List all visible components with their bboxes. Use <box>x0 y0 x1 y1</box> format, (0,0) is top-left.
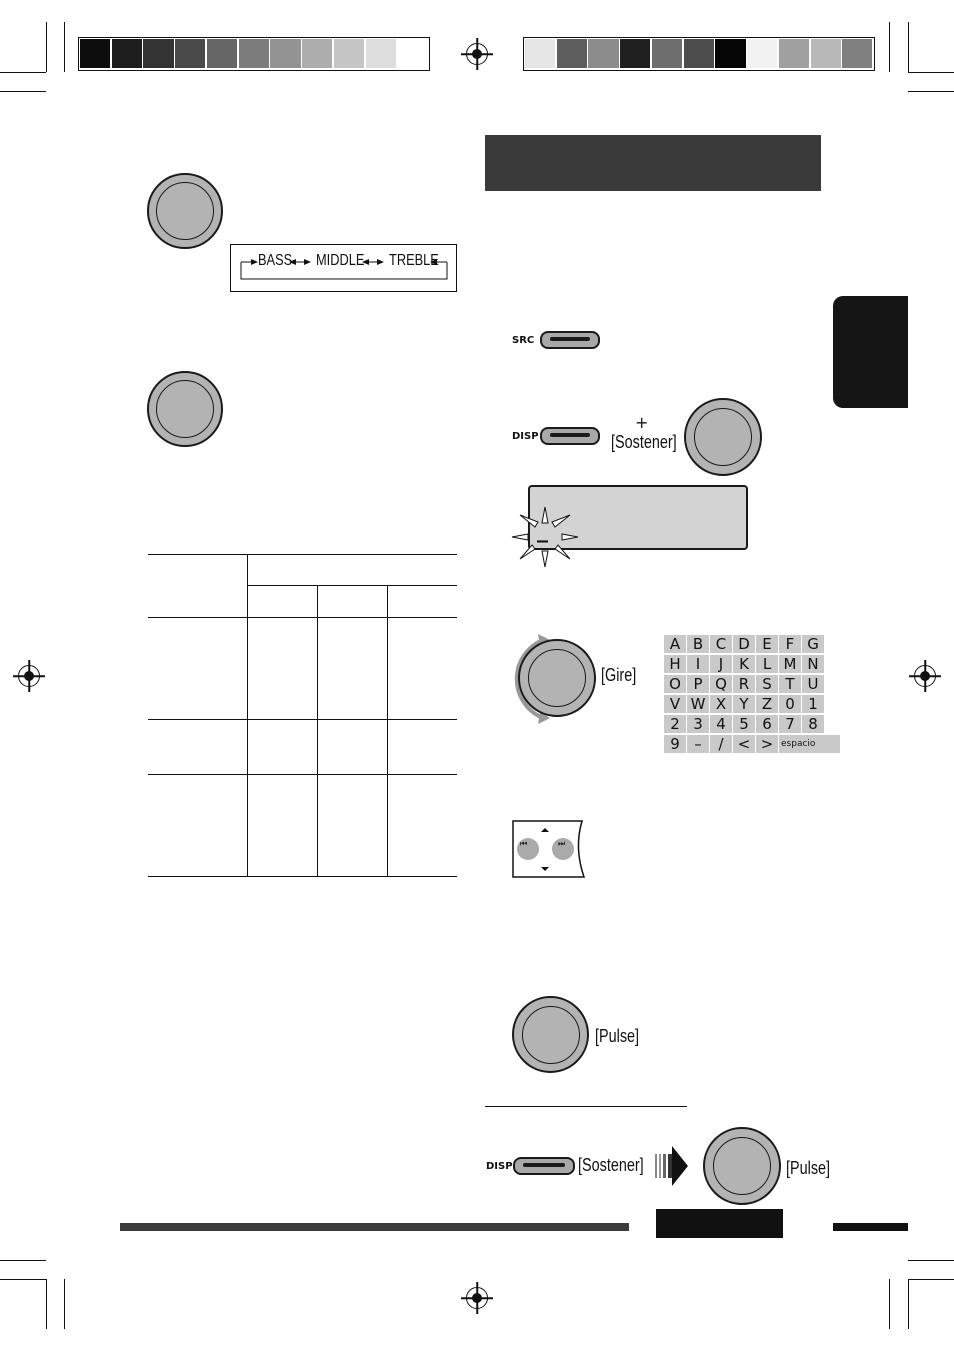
control-dial[interactable] <box>147 173 223 249</box>
character-cell: J <box>710 655 732 673</box>
character-cell: H <box>664 655 686 673</box>
registration-mark <box>914 665 936 687</box>
disp-button[interactable] <box>540 427 600 445</box>
disp-button-label: DISP <box>486 1161 513 1172</box>
skip-button-panel <box>512 820 586 878</box>
crop-mark <box>908 1260 954 1261</box>
tone-bass-label: BASS <box>258 252 293 269</box>
character-cell: W <box>687 695 709 713</box>
settings-table <box>148 554 457 877</box>
disp-button-label: DISP <box>512 431 539 442</box>
tone-sequence-box <box>230 244 457 292</box>
section-header-bar <box>485 135 821 191</box>
crop-mark <box>889 22 890 72</box>
control-dial[interactable] <box>703 1127 781 1205</box>
crop-mark <box>908 91 954 92</box>
calibration-swatch <box>684 39 714 68</box>
registration-mark <box>18 665 40 687</box>
grayscale-calibration-bar <box>78 37 430 71</box>
calibration-swatch <box>270 39 300 68</box>
character-cell: 6 <box>756 715 778 733</box>
character-cell: F <box>779 635 801 653</box>
calibration-swatch <box>588 39 618 68</box>
character-cell: Q <box>710 675 732 693</box>
character-cell: 2 <box>664 715 686 733</box>
character-cell: N <box>802 655 824 673</box>
divider <box>485 1106 687 1107</box>
character-cell: A <box>664 635 686 653</box>
disp-button[interactable] <box>513 1157 575 1175</box>
character-cell: 7 <box>779 715 801 733</box>
character-grid <box>664 635 821 752</box>
calibration-swatch <box>747 39 777 68</box>
skip-back-icon: ⏮ <box>520 839 528 848</box>
character-cell: C <box>710 635 732 653</box>
calibration-swatch <box>525 39 555 68</box>
calibration-swatch <box>652 39 682 68</box>
src-button[interactable] <box>540 331 600 349</box>
character-cell: 0 <box>779 695 801 713</box>
character-cell: I <box>687 655 709 673</box>
character-cell: M <box>779 655 801 673</box>
calibration-swatch <box>80 39 110 68</box>
calibration-swatch <box>715 39 745 68</box>
calibration-swatch <box>143 39 173 68</box>
crop-mark <box>0 72 46 73</box>
calibration-swatch <box>842 39 872 68</box>
character-cell: > <box>756 735 778 753</box>
skip-forward-icon: ⏭ <box>558 839 566 848</box>
character-cell: U <box>802 675 824 693</box>
character-cell: E <box>756 635 778 653</box>
crop-mark <box>908 22 909 72</box>
crop-mark <box>64 1279 65 1329</box>
character-cell: Y <box>733 695 755 713</box>
character-cell: K <box>733 655 755 673</box>
footer-bar <box>833 1223 908 1231</box>
calibration-swatch <box>175 39 205 68</box>
cursor-character: _ <box>537 518 548 543</box>
plus-sign: + <box>635 413 649 432</box>
character-cell: O <box>664 675 686 693</box>
character-cell: 9 <box>664 735 686 753</box>
crop-mark <box>0 1279 46 1280</box>
calibration-swatch <box>779 39 809 68</box>
crop-mark <box>908 1279 954 1280</box>
character-cell: P <box>687 675 709 693</box>
registration-mark <box>466 43 488 65</box>
color-calibration-bar <box>523 37 875 71</box>
calibration-swatch <box>620 39 650 68</box>
character-cell: 1 <box>802 695 824 713</box>
crop-mark <box>889 1279 890 1329</box>
character-cell: 4 <box>710 715 732 733</box>
press-label: [Pulse] <box>595 1026 640 1046</box>
character-cell: 3 <box>687 715 709 733</box>
control-dial[interactable] <box>512 996 589 1073</box>
character-cell: X <box>710 695 732 713</box>
crop-mark <box>46 22 47 72</box>
character-cell: / <box>710 735 732 753</box>
language-tab <box>833 296 908 408</box>
calibration-swatch <box>366 39 396 68</box>
press-label: [Pulse] <box>786 1158 831 1178</box>
calibration-swatch <box>557 39 587 68</box>
calibration-swatch <box>302 39 332 68</box>
character-cell: D <box>733 635 755 653</box>
turn-label: [Gire] <box>601 665 637 685</box>
character-cell: – <box>687 735 709 753</box>
character-cell: R <box>733 675 755 693</box>
control-dial[interactable] <box>518 639 596 717</box>
control-dial[interactable] <box>147 371 223 447</box>
character-cell: V <box>664 695 686 713</box>
character-cell: espacio <box>779 735 840 753</box>
crop-mark <box>908 72 954 73</box>
character-cell: S <box>756 675 778 693</box>
character-cell: L <box>756 655 778 673</box>
footer-bar <box>120 1223 629 1231</box>
tone-middle-label: MIDDLE <box>316 252 365 269</box>
skip-forward-button[interactable] <box>552 838 574 860</box>
character-cell: < <box>733 735 755 753</box>
character-cell: T <box>779 675 801 693</box>
crop-mark <box>46 1279 47 1329</box>
src-button-label: SRC <box>512 335 535 346</box>
crop-mark <box>0 91 46 92</box>
calibration-swatch <box>112 39 142 68</box>
skip-back-button[interactable] <box>517 838 539 860</box>
calibration-swatch <box>397 39 427 68</box>
hold-label: [Sostener] <box>578 1155 644 1175</box>
calibration-swatch <box>334 39 364 68</box>
character-cell: 5 <box>733 715 755 733</box>
control-dial[interactable] <box>684 398 762 476</box>
tone-treble-label: TREBLE <box>389 252 439 269</box>
character-cell: G <box>802 635 824 653</box>
page-number-block <box>656 1209 783 1238</box>
calibration-swatch <box>811 39 841 68</box>
character-cell: Z <box>756 695 778 713</box>
crop-mark <box>0 1260 46 1261</box>
crop-mark <box>64 22 65 72</box>
registration-mark <box>466 1287 488 1309</box>
character-cell: 8 <box>802 715 824 733</box>
next-step-arrow-icon <box>655 1146 689 1186</box>
crop-mark <box>908 1279 909 1329</box>
calibration-swatch <box>239 39 269 68</box>
calibration-swatch <box>207 39 237 68</box>
character-cell: B <box>687 635 709 653</box>
hold-label: [Sostener] <box>611 432 677 452</box>
